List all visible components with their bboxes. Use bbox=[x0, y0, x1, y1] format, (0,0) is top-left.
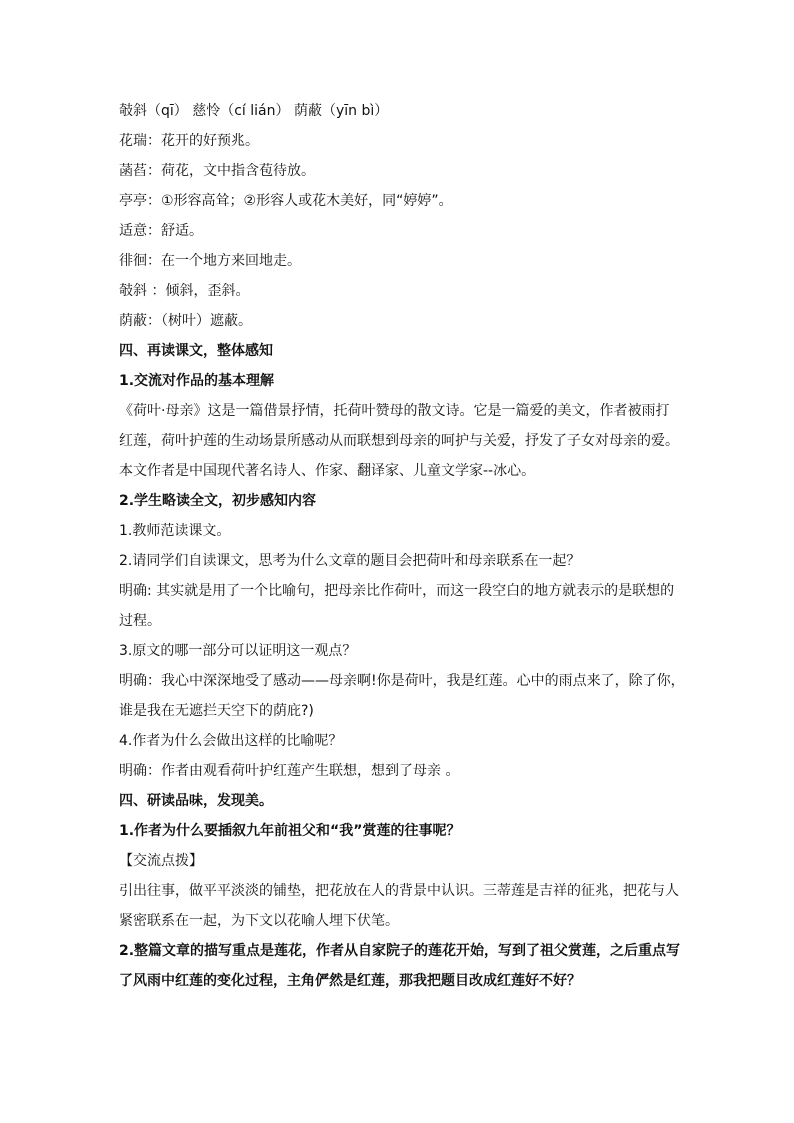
vocab-handan: 菡萏：荷花，文中指含苞待放。 bbox=[119, 163, 315, 179]
vocab-pronunciation: 攲斜（qī） 慈怜（cí lián） 荫蔽（yīn bì） bbox=[119, 103, 389, 119]
paragraph-line: 引出往事，做平平淡淡的铺垫，把花放在人的背景中认识。三蒂莲是吉祥的征兆，把花与人 bbox=[119, 883, 679, 899]
section-heading: 四、研读品味，发现美。 bbox=[119, 793, 273, 809]
paragraph-line: 红莲，荷叶护莲的生动场景所感动从而联想到母亲的呵护与关爱，抒发了子女对母亲的爱。 bbox=[119, 433, 679, 449]
list-item: 4.作者为什么会做出这样的比喻呢？ bbox=[119, 733, 343, 749]
document-page bbox=[119, 96, 699, 996]
question-heading: 1.作者为什么要插叙九年前祖父和“我”赏莲的往事呢？ bbox=[119, 823, 461, 839]
vocab-shiyi: 适意：舒适。 bbox=[119, 223, 203, 239]
answer-line: 明确: 其实就是用了一个比喻句，把母亲比作荷叶，而这一段空白的地方就表示的是联想的 bbox=[119, 583, 675, 599]
section-heading: 四、再读课文，整体感知 bbox=[119, 343, 273, 359]
vocab-paihuai: 徘徊：在一个地方来回地走。 bbox=[119, 253, 301, 269]
list-item: 2.请同学们自读课文，思考为什么文章的题目会把荷叶和母亲联系在一起？ bbox=[119, 553, 581, 569]
vocab-tingting: 亭亭：①形容高耸；②形容人或花木美好，同“婷婷”。 bbox=[119, 193, 453, 209]
question-heading: 了风雨中红莲的变化过程，主角俨然是红莲，那我把题目改成红莲好不好？ bbox=[119, 973, 581, 989]
answer-line: 谁是我在无遮拦天空下的荫庇?) bbox=[119, 703, 314, 719]
answer-line: 过程。 bbox=[119, 613, 161, 629]
answer-line: 明确：作者由观看荷叶护红莲产生联想，想到了母亲 。 bbox=[119, 763, 460, 779]
vocab-huarui: 花瑞：花开的好预兆。 bbox=[119, 133, 259, 149]
paragraph-line: 紧密联系在一起，为下文以花喻人埋下伏笔。 bbox=[119, 913, 399, 929]
answer-line: 明确：我心中深深地受了感动——母亲啊!你是荷叶，我是红莲。心中的雨点来了，除了你， bbox=[119, 673, 685, 689]
list-item: 3.原文的哪一部分可以证明这一观点？ bbox=[119, 643, 357, 659]
vocab-qixie: 攲斜 ：倾斜，歪斜。 bbox=[119, 283, 250, 299]
list-item: 1.教师范读课文。 bbox=[119, 523, 231, 539]
subheading: 2.学生略读全文，初步感知内容 bbox=[119, 493, 317, 509]
paragraph-line: 《荷叶·母亲》这是一篇借景抒情，托荷叶赞母的散文诗。它是一篇爱的美文，作者被雨打 bbox=[119, 403, 670, 419]
vocab-yinbi: 荫蔽：（树叶）遮蔽。 bbox=[119, 313, 252, 329]
subheading: 1.交流对作品的基本理解 bbox=[119, 373, 275, 389]
paragraph-line: 本文作者是中国现代著名诗人、作家、翻译家、儿童文学家--冰心。 bbox=[119, 463, 536, 479]
discussion-label: 【交流点拨】 bbox=[119, 853, 203, 869]
question-heading: 2.整篇文章的描写重点是莲花，作者从自家院子的莲花开始，写到了祖父赏莲，之后重点写 bbox=[119, 943, 681, 959]
